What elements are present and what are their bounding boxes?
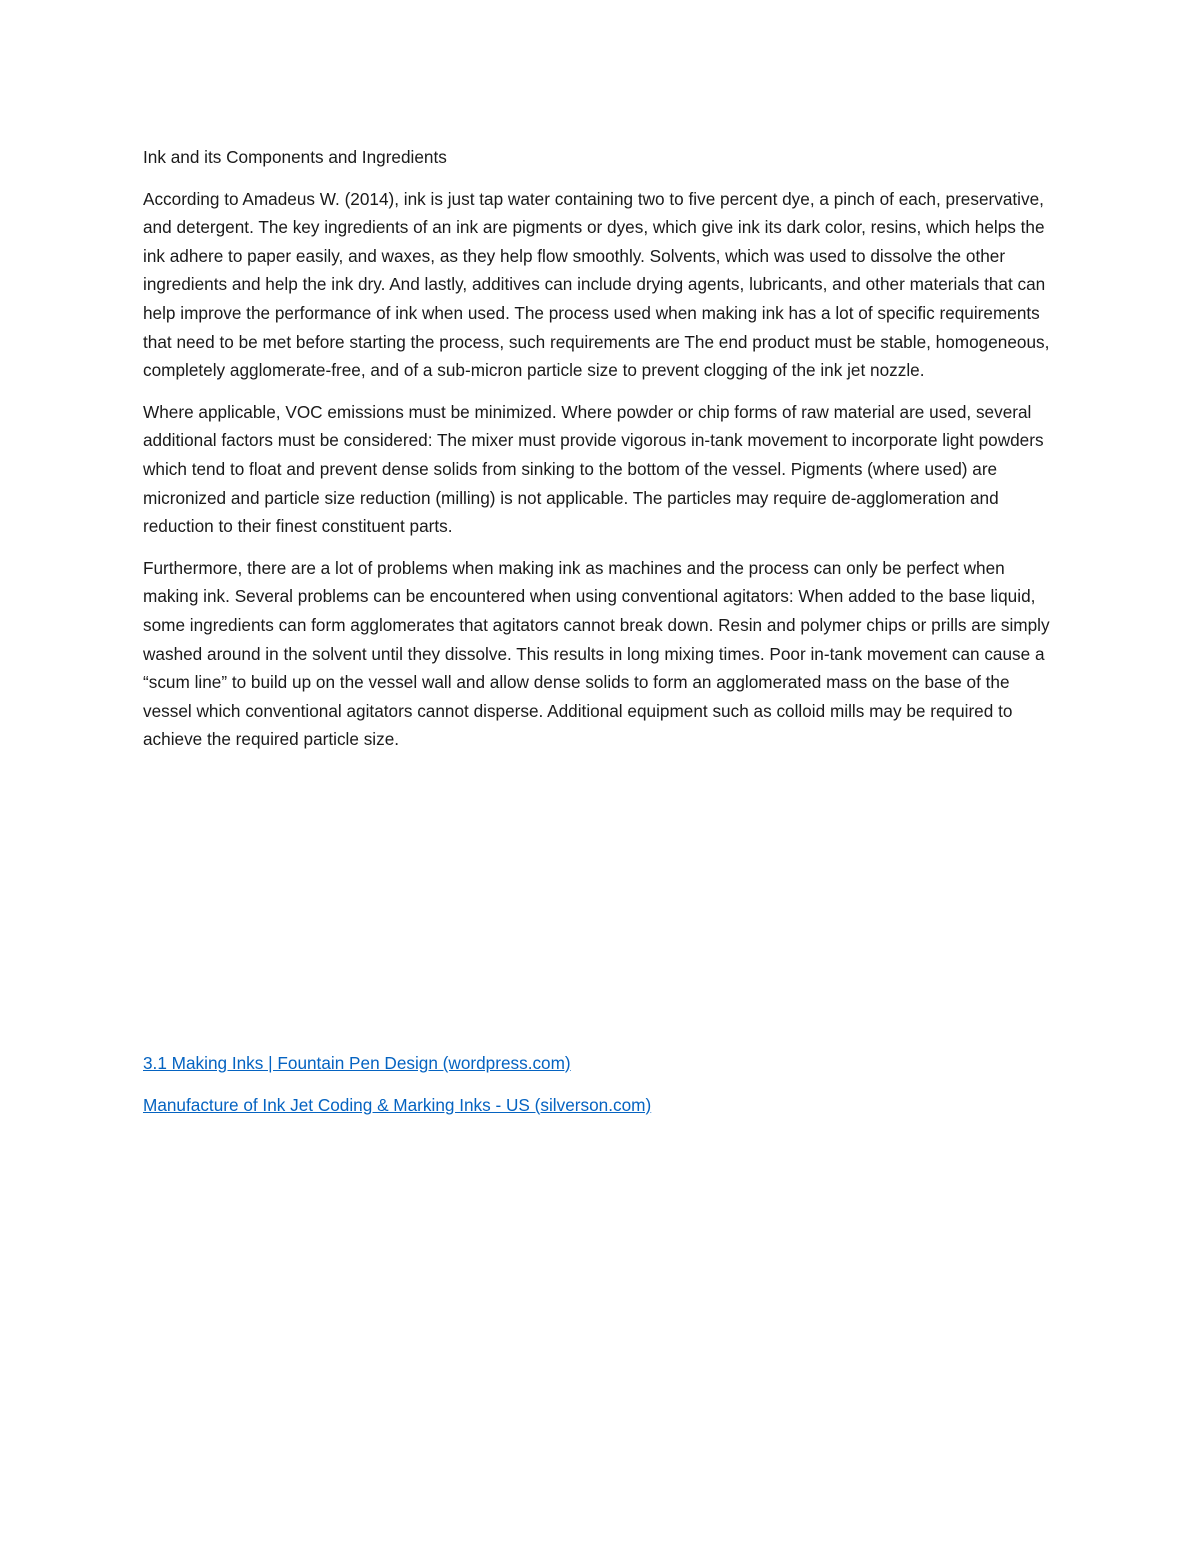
document-body xyxy=(143,143,1063,767)
document-title: Ink and its Components and Ingredients xyxy=(143,147,447,167)
reference-link-silverson[interactable]: Manufacture of Ink Jet Coding & Marking Inks - US (silverson.com) xyxy=(143,1094,652,1115)
references-list xyxy=(143,1049,1063,1132)
reference-link-fountain-pen-design[interactable]: 3.1 Making Inks | Fountain Pen Design (wordpress.com) xyxy=(143,1053,571,1073)
paragraph-voc-emissions: Where applicable, VOC emissions must be minimized. Where powder or chip forms of raw material are used, several additional factors must be considered: The mixer must provide vigorous in-tank movement to incorporate light powders which tend to float and prevent dense solids from sinking to the bottom of the vessel. Pigments (where used) are micronized and particle size reduction (milling) is not applicable. The particles may require de-agglomeration and reduction to their finest constituent parts. xyxy=(143,401,1044,537)
paragraph-ink-ingredients: According to Amadeus W. (2014), ink is just tap water containing two to five percent dye, a pinch of each, preservative, and detergent. The key ingredients of an ink are pigments or dyes, which give ink its dark color, resins, which helps the ink adhere to paper easily, and waxes, as they help flow smoothly. Solvents, which was used to dissolve the other ingredients and help the ink dry. And lastly, additives can include drying agents, lubricants, and other materials that can help improve the performance of ink when used. The process used when making ink has a lot of specific requirements that need to be met before starting the process, such requirements are The end product must be stable, homogeneous, completely agglomerate-free, and of a sub-micron particle size to prevent clogging of the ink jet nozzle. xyxy=(143,188,1050,381)
paragraph-mixing-problems: Furthermore, there are a lot of problems when making ink as machines and the process can only be perfect when making ink. Several problems can be encountered when using conventional agitators: When added to the base liquid, some ingredients can form agglomerates that agitators cannot break down. Resin and polymer chips or prills are simply washed around in the solvent until they dissolve. This results in long mixing times. Poor in-tank movement can cause a “scum line” to build up on the vessel wall and allow dense solids to form an agglomerated mass on the base of the vessel which conventional agitators cannot disperse. Additional equipment such as colloid mills may be required to achieve the required particle size. xyxy=(143,557,1050,750)
